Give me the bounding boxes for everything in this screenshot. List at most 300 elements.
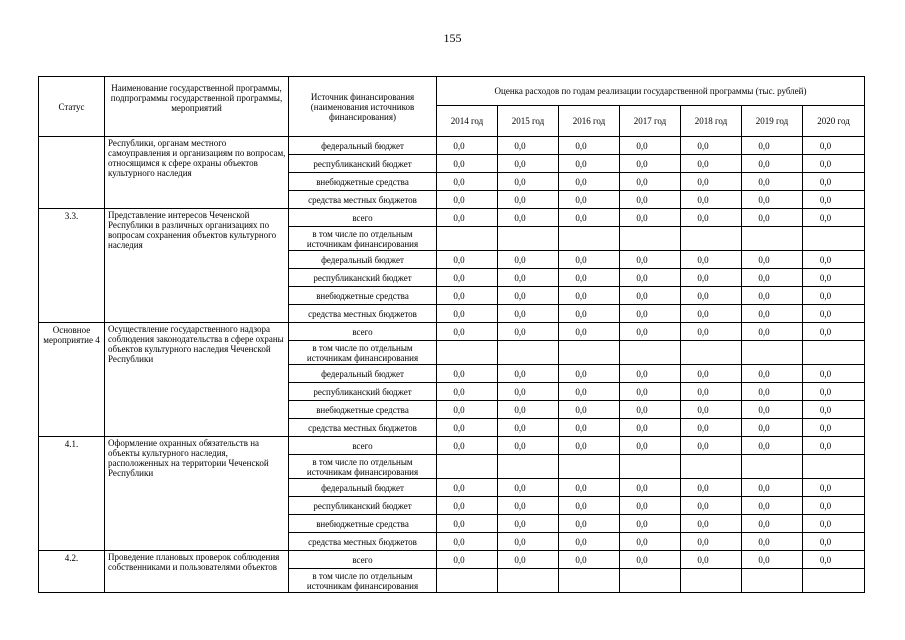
value-text: 0,0 — [453, 536, 465, 547]
value-cell — [437, 533, 498, 551]
value-text: 0,0 — [758, 308, 770, 319]
row-source: республиканский бюджет — [289, 269, 437, 287]
row-source: внебюджетные средства — [289, 173, 437, 191]
value-text: 0,0 — [636, 140, 648, 151]
row-source: средства местных бюджетов — [289, 419, 437, 437]
value-text: 0,0 — [514, 422, 526, 433]
value-cell — [681, 227, 742, 251]
value-text: 0,0 — [453, 212, 465, 223]
value-cell — [498, 455, 559, 479]
row-source: федеральный бюджет — [289, 137, 437, 155]
table-row — [39, 551, 865, 569]
value-cell — [437, 365, 498, 383]
value-cell — [437, 227, 498, 251]
value-cell — [803, 497, 865, 515]
value-cell — [559, 305, 620, 323]
row-source: средства местных бюджетов — [289, 305, 437, 323]
value-cell — [620, 455, 681, 479]
value-text: 0,0 — [819, 518, 832, 529]
value-cell — [437, 569, 498, 593]
value-text: 0,0 — [514, 308, 526, 319]
value-text: 0,0 — [697, 482, 709, 493]
value-cell — [437, 383, 498, 401]
value-text: 0,0 — [758, 422, 770, 433]
value-text: 0,0 — [514, 536, 526, 547]
value-text: 0,0 — [758, 518, 770, 529]
value-text: 0,0 — [758, 404, 770, 415]
value-cell — [803, 365, 865, 383]
value-cell — [620, 365, 681, 383]
value-text: 0,0 — [514, 386, 526, 397]
value-cell — [681, 479, 742, 497]
value-text: 0,0 — [819, 368, 832, 379]
value-cell — [559, 419, 620, 437]
table-row — [39, 209, 865, 227]
row-source: средства местных бюджетов — [289, 533, 437, 551]
value-cell — [803, 209, 865, 227]
value-text: 0,0 — [758, 326, 770, 337]
value-text: 0,0 — [575, 176, 587, 187]
value-text: 0,0 — [697, 308, 709, 319]
value-text: 0,0 — [636, 290, 648, 301]
page-number: 155 — [443, 31, 462, 45]
value-cell — [803, 533, 865, 551]
value-text: 0,0 — [575, 272, 587, 283]
value-cell — [559, 209, 620, 227]
value-cell — [681, 569, 742, 593]
value-cell — [559, 341, 620, 365]
value-cell — [437, 437, 498, 455]
value-text: 0,0 — [697, 326, 709, 337]
value-text: 0,0 — [819, 176, 832, 187]
value-cell — [620, 497, 681, 515]
value-cell — [559, 497, 620, 515]
value-cell — [803, 173, 865, 191]
value-cell — [742, 551, 803, 569]
value-cell — [498, 419, 559, 437]
value-cell — [742, 137, 803, 155]
table-row — [39, 437, 865, 455]
value-text: 0,0 — [758, 482, 770, 493]
value-cell — [620, 551, 681, 569]
value-cell — [681, 305, 742, 323]
value-text: 0,0 — [697, 440, 709, 451]
value-cell — [803, 191, 865, 209]
value-cell — [559, 383, 620, 401]
value-text: 0,0 — [697, 554, 709, 565]
value-cell — [803, 341, 865, 365]
value-cell — [742, 341, 803, 365]
value-text: 0,0 — [758, 176, 770, 187]
value-text: 0,0 — [514, 326, 526, 337]
value-text: 0,0 — [636, 386, 648, 397]
value-text: 0,0 — [453, 518, 465, 529]
row-source: внебюджетные средства — [289, 515, 437, 533]
value-cell — [681, 341, 742, 365]
value-cell — [620, 341, 681, 365]
value-text: 0,0 — [453, 386, 465, 397]
value-text: 0,0 — [758, 368, 770, 379]
value-text: 0,0 — [636, 368, 648, 379]
row-source: всего — [289, 551, 437, 569]
table-body — [39, 137, 865, 593]
value-text: 0,0 — [453, 254, 465, 265]
row-status: 4.1. — [39, 437, 105, 551]
value-text: 0,0 — [636, 158, 648, 169]
value-cell — [803, 251, 865, 269]
value-text: 0,0 — [575, 386, 587, 397]
row-source: в том числе по отдельным источникам финансирования — [289, 341, 437, 365]
value-text: 0,0 — [514, 440, 526, 451]
value-text: 0,0 — [819, 140, 832, 151]
value-cell — [620, 137, 681, 155]
value-cell — [437, 323, 498, 341]
header-year: 2020 год — [803, 106, 865, 137]
value-text: 0,0 — [514, 212, 526, 223]
value-cell — [498, 551, 559, 569]
value-cell — [498, 209, 559, 227]
header-year: 2018 год — [681, 106, 742, 137]
value-cell — [681, 437, 742, 455]
value-text: 0,0 — [453, 176, 465, 187]
value-text: 0,0 — [758, 500, 770, 511]
value-text: 0,0 — [819, 272, 832, 283]
value-text: 0,0 — [697, 518, 709, 529]
value-text: 0,0 — [636, 176, 648, 187]
value-text: 0,0 — [453, 404, 465, 415]
value-text: 0,0 — [697, 536, 709, 547]
value-cell — [437, 269, 498, 287]
value-cell — [681, 533, 742, 551]
value-text: 0,0 — [575, 404, 587, 415]
value-text: 0,0 — [453, 194, 465, 205]
value-text: 0,0 — [575, 440, 587, 451]
value-text: 0,0 — [636, 500, 648, 511]
row-source: в том числе по отдельным источникам финансирования — [289, 455, 437, 479]
value-text: 0,0 — [819, 536, 832, 547]
row-source: в том числе по отдельным источникам финансирования — [289, 569, 437, 593]
value-cell — [742, 497, 803, 515]
value-text: 0,0 — [453, 482, 465, 493]
value-text: 0,0 — [819, 554, 832, 565]
value-cell — [742, 515, 803, 533]
value-cell — [437, 341, 498, 365]
value-cell — [742, 209, 803, 227]
value-text: 0,0 — [758, 440, 770, 451]
header-year: 2016 год — [559, 106, 620, 137]
value-text: 0,0 — [758, 554, 770, 565]
value-cell — [437, 419, 498, 437]
value-cell — [681, 251, 742, 269]
value-cell — [803, 437, 865, 455]
value-text: 0,0 — [514, 194, 526, 205]
value-cell — [681, 401, 742, 419]
value-text: 0,0 — [697, 386, 709, 397]
value-cell — [437, 137, 498, 155]
value-cell — [559, 551, 620, 569]
value-text: 0,0 — [819, 404, 832, 415]
value-cell — [498, 173, 559, 191]
value-cell — [437, 497, 498, 515]
value-cell — [559, 569, 620, 593]
value-cell — [620, 251, 681, 269]
value-cell — [803, 383, 865, 401]
value-text: 0,0 — [758, 254, 770, 265]
value-cell — [559, 137, 620, 155]
row-source: всего — [289, 323, 437, 341]
row-source: республиканский бюджет — [289, 383, 437, 401]
value-text: 0,0 — [758, 140, 770, 151]
value-text: 0,0 — [514, 404, 526, 415]
value-cell — [498, 191, 559, 209]
value-cell — [742, 401, 803, 419]
header-status: Статус — [39, 77, 105, 137]
value-text: 0,0 — [697, 500, 709, 511]
value-cell — [498, 437, 559, 455]
value-cell — [498, 269, 559, 287]
value-text: 0,0 — [697, 212, 709, 223]
value-text: 0,0 — [697, 368, 709, 379]
value-cell — [498, 227, 559, 251]
value-cell — [620, 155, 681, 173]
value-text: 0,0 — [514, 554, 526, 565]
value-cell — [620, 173, 681, 191]
value-cell — [742, 479, 803, 497]
value-text: 0,0 — [819, 482, 832, 493]
row-source: внебюджетные средства — [289, 287, 437, 305]
value-cell — [498, 155, 559, 173]
value-text: 0,0 — [636, 440, 648, 451]
value-text: 0,0 — [575, 254, 587, 265]
value-cell — [620, 209, 681, 227]
value-cell — [620, 305, 681, 323]
value-cell — [559, 173, 620, 191]
value-text: 0,0 — [514, 254, 526, 265]
header-source: Источник финансирования (наименования источников финансирования) — [289, 77, 437, 137]
row-source: в том числе по отдельным источникам финансирования — [289, 227, 437, 251]
value-cell — [742, 365, 803, 383]
value-cell — [803, 479, 865, 497]
value-cell — [559, 533, 620, 551]
value-text: 0,0 — [575, 554, 587, 565]
header-name: Наименование государственной программы, подпрограммы государственной программы, мероприятий — [105, 77, 289, 137]
value-text: 0,0 — [514, 482, 526, 493]
value-cell — [559, 269, 620, 287]
value-cell — [681, 455, 742, 479]
value-text: 0,0 — [575, 482, 587, 493]
value-text: 0,0 — [636, 326, 648, 337]
value-text: 0,0 — [514, 518, 526, 529]
row-source: средства местных бюджетов — [289, 191, 437, 209]
value-text: 0,0 — [819, 500, 832, 511]
value-text: 0,0 — [697, 272, 709, 283]
value-text: 0,0 — [575, 326, 587, 337]
row-status: Основное мероприятие 4 — [39, 323, 105, 437]
row-name: Осуществление государственного надзора соблюдения законодательства в сфере охраны объектов культурного наследия Чеченской Республики — [105, 323, 289, 437]
value-cell — [803, 269, 865, 287]
value-text: 0,0 — [819, 386, 832, 397]
value-cell — [681, 137, 742, 155]
value-cell — [620, 191, 681, 209]
value-cell — [803, 155, 865, 173]
value-text: 0,0 — [636, 212, 648, 223]
value-text: 0,0 — [758, 194, 770, 205]
row-status: 4.2. — [39, 551, 105, 593]
row-status — [39, 137, 105, 209]
value-cell — [742, 455, 803, 479]
value-text: 0,0 — [453, 422, 465, 433]
row-source: всего — [289, 437, 437, 455]
value-cell — [498, 365, 559, 383]
value-cell — [620, 287, 681, 305]
row-name: Представление интересов Чеченской Республики в различных организациях по вопросам сохранения объектов культурного наследия — [105, 209, 289, 323]
value-text: 0,0 — [819, 440, 832, 451]
value-text: 0,0 — [575, 194, 587, 205]
value-text: 0,0 — [758, 158, 770, 169]
value-text: 0,0 — [575, 212, 587, 223]
value-text: 0,0 — [453, 290, 465, 301]
value-cell — [742, 569, 803, 593]
value-cell — [742, 173, 803, 191]
row-source: всего — [289, 209, 437, 227]
value-cell — [437, 287, 498, 305]
value-text: 0,0 — [697, 158, 709, 169]
header-year: 2019 год — [742, 106, 803, 137]
value-cell — [559, 191, 620, 209]
value-text: 0,0 — [453, 500, 465, 511]
value-cell — [437, 455, 498, 479]
value-cell — [437, 209, 498, 227]
value-text: 0,0 — [575, 518, 587, 529]
value-cell — [742, 155, 803, 173]
value-text: 0,0 — [514, 290, 526, 301]
value-text: 0,0 — [697, 422, 709, 433]
value-cell — [498, 479, 559, 497]
row-name: Оформление охранных обязательств на объекты культурного наследия, расположенных на территории Чеченской Республики — [105, 437, 289, 551]
value-text: 0,0 — [575, 158, 587, 169]
value-cell — [742, 419, 803, 437]
value-text: 0,0 — [514, 176, 526, 187]
value-text: 0,0 — [819, 326, 832, 337]
value-text: 0,0 — [636, 482, 648, 493]
header-year: 2015 год — [498, 106, 559, 137]
value-cell — [498, 401, 559, 419]
value-cell — [559, 401, 620, 419]
value-cell — [559, 155, 620, 173]
value-cell — [803, 551, 865, 569]
value-cell — [803, 287, 865, 305]
value-cell — [437, 191, 498, 209]
value-cell — [620, 269, 681, 287]
value-cell — [559, 365, 620, 383]
value-cell — [742, 287, 803, 305]
value-text: 0,0 — [453, 326, 465, 337]
value-text: 0,0 — [636, 422, 648, 433]
value-cell — [498, 497, 559, 515]
value-text: 0,0 — [514, 140, 526, 151]
value-cell — [498, 515, 559, 533]
value-text: 0,0 — [819, 194, 832, 205]
value-cell — [437, 155, 498, 173]
value-cell — [559, 251, 620, 269]
value-cell — [620, 323, 681, 341]
value-text: 0,0 — [819, 308, 832, 319]
value-cell — [803, 419, 865, 437]
value-text: 0,0 — [453, 140, 465, 151]
value-cell — [681, 515, 742, 533]
row-source: федеральный бюджет — [289, 365, 437, 383]
value-cell — [498, 251, 559, 269]
value-cell — [803, 401, 865, 419]
value-cell — [559, 455, 620, 479]
value-cell — [803, 137, 865, 155]
value-text: 0,0 — [453, 554, 465, 565]
value-text: 0,0 — [514, 500, 526, 511]
value-cell — [437, 251, 498, 269]
value-cell — [437, 515, 498, 533]
value-cell — [742, 251, 803, 269]
value-text: 0,0 — [453, 158, 465, 169]
value-text: 0,0 — [697, 140, 709, 151]
value-cell — [559, 479, 620, 497]
value-text: 0,0 — [819, 290, 832, 301]
value-cell — [620, 569, 681, 593]
value-cell — [681, 287, 742, 305]
value-cell — [437, 551, 498, 569]
value-cell — [620, 383, 681, 401]
value-cell — [803, 455, 865, 479]
value-cell — [681, 419, 742, 437]
value-cell — [437, 173, 498, 191]
value-cell — [498, 305, 559, 323]
budget-table — [38, 76, 865, 593]
value-text: 0,0 — [636, 404, 648, 415]
value-cell — [742, 227, 803, 251]
header-estimate: Оценка расходов по годам реализации государственной программы (тыс. рублей) — [437, 77, 865, 106]
value-cell — [559, 227, 620, 251]
value-cell — [681, 209, 742, 227]
value-text: 0,0 — [575, 140, 587, 151]
value-text: 0,0 — [758, 386, 770, 397]
row-name: Проведение плановых проверок соблюдения собственниками и пользователями объектов — [105, 551, 289, 593]
value-cell — [742, 269, 803, 287]
value-cell — [803, 323, 865, 341]
value-cell — [498, 287, 559, 305]
value-text: 0,0 — [636, 254, 648, 265]
value-cell — [620, 533, 681, 551]
value-cell — [620, 437, 681, 455]
value-text: 0,0 — [575, 308, 587, 319]
value-text: 0,0 — [697, 176, 709, 187]
value-cell — [559, 437, 620, 455]
value-text: 0,0 — [636, 308, 648, 319]
value-cell — [620, 479, 681, 497]
value-text: 0,0 — [636, 194, 648, 205]
value-text: 0,0 — [575, 500, 587, 511]
value-text: 0,0 — [453, 440, 465, 451]
value-text: 0,0 — [636, 536, 648, 547]
value-cell — [498, 533, 559, 551]
value-cell — [559, 515, 620, 533]
value-text: 0,0 — [514, 368, 526, 379]
value-text: 0,0 — [636, 554, 648, 565]
row-source: федеральный бюджет — [289, 479, 437, 497]
value-cell — [681, 497, 742, 515]
value-cell — [742, 191, 803, 209]
value-cell — [742, 383, 803, 401]
value-cell — [681, 191, 742, 209]
row-name: Республики, органам местного самоуправления и организациям по вопросам, относящимся к сфере охраны объектов культурного наследия — [105, 137, 289, 209]
